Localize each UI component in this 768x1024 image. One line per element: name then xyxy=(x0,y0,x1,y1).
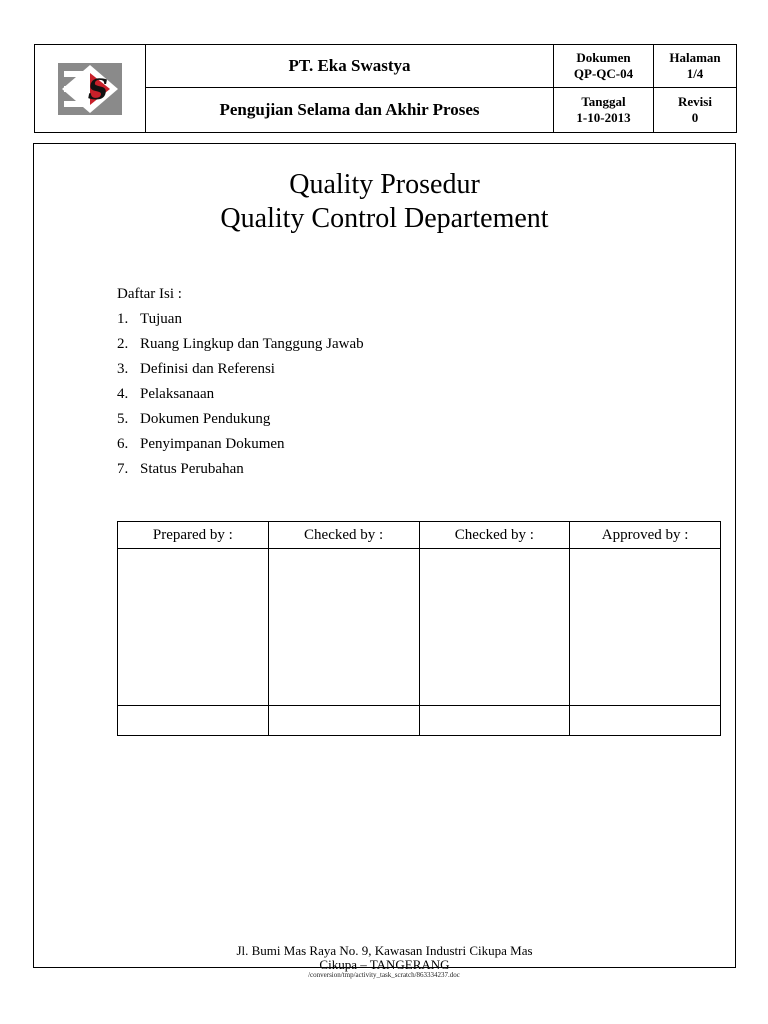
prepared-by-signature-space xyxy=(118,549,269,706)
toc-item-number: 3. xyxy=(117,361,129,377)
date-label: Tanggal xyxy=(581,94,626,109)
toc-item-label: Penyimpanan Dokumen xyxy=(140,436,285,452)
toc-item-label: Pelaksanaan xyxy=(140,386,215,402)
cover-page-frame xyxy=(33,143,736,972)
checked-by-name-field-1 xyxy=(268,706,419,736)
page-number-cell xyxy=(654,45,737,88)
toc-item xyxy=(117,436,364,461)
date-value: 1-10-2013 xyxy=(576,110,631,125)
toc-item-label: Definisi dan Referensi xyxy=(140,361,275,377)
document-header-table xyxy=(34,44,737,133)
revision-value: 0 xyxy=(691,110,699,125)
document-subtitle: Pengujian Selama dan Akhir Proses xyxy=(146,88,554,133)
toc-item xyxy=(117,461,364,486)
toc-item xyxy=(117,311,364,336)
address-line-2: Cikupa – TANGERANG xyxy=(319,957,450,972)
company-name: PT. Eka Swastya xyxy=(146,45,554,88)
toc-item-label: Dokumen Pendukung xyxy=(140,411,271,427)
approved-by-name-field xyxy=(570,706,721,736)
checked-by-signature-space-2 xyxy=(419,549,570,706)
approval-signature-table xyxy=(117,521,721,736)
toc-item-number: 7. xyxy=(117,461,129,477)
company-logo xyxy=(58,63,122,115)
document-number-cell xyxy=(554,45,654,88)
cover-title xyxy=(34,168,735,236)
toc-item-number: 6. xyxy=(117,436,129,452)
toc-item-label: Status Perubahan xyxy=(140,461,244,477)
prepared-by-header: Prepared by : xyxy=(118,522,269,549)
table-of-contents xyxy=(117,286,364,486)
toc-item xyxy=(117,411,364,436)
toc-item-label: Tujuan xyxy=(140,311,182,327)
logo-cell xyxy=(35,45,146,133)
approved-by-signature-space xyxy=(570,549,721,706)
address-line-1: Jl. Bumi Mas Raya No. 9, Kawasan Industri Cikupa Mas xyxy=(236,943,533,958)
date-cell xyxy=(554,88,654,133)
prepared-by-name-field xyxy=(118,706,269,736)
approved-by-header: Approved by : xyxy=(570,522,721,549)
toc-list xyxy=(117,311,364,486)
toc-item xyxy=(117,336,364,361)
title-line-2: Quality Control Departement xyxy=(220,203,549,234)
page-label: Halaman xyxy=(669,50,721,65)
toc-item-number: 1. xyxy=(117,311,129,327)
revision-label: Revisi xyxy=(678,94,712,109)
file-path-footer: /conversion/tmp/activity_task_scratch/863334237.doc xyxy=(308,971,460,979)
checked-by-signature-space-1 xyxy=(268,549,419,706)
checked-by-header-1: Checked by : xyxy=(268,522,419,549)
title-line-1: Quality Prosedur xyxy=(289,169,480,200)
toc-item-number: 5. xyxy=(117,411,129,427)
page-number: 1/4 xyxy=(686,66,704,81)
toc-heading: Daftar Isi : xyxy=(117,286,182,302)
logo-lettering: S xyxy=(87,72,109,106)
toc-item xyxy=(117,361,364,386)
revision-cell xyxy=(654,88,737,133)
checked-by-name-field-2 xyxy=(419,706,570,736)
document-number: QP-QC-04 xyxy=(573,66,634,81)
company-address xyxy=(34,944,735,972)
toc-item-label: Ruang Lingkup dan Tanggung Jawab xyxy=(140,336,364,352)
checked-by-header-2: Checked by : xyxy=(419,522,570,549)
toc-item-number: 2. xyxy=(117,336,129,352)
toc-item-number: 4. xyxy=(117,386,129,402)
toc-item xyxy=(117,386,364,411)
document-label: Dokumen xyxy=(576,50,631,65)
